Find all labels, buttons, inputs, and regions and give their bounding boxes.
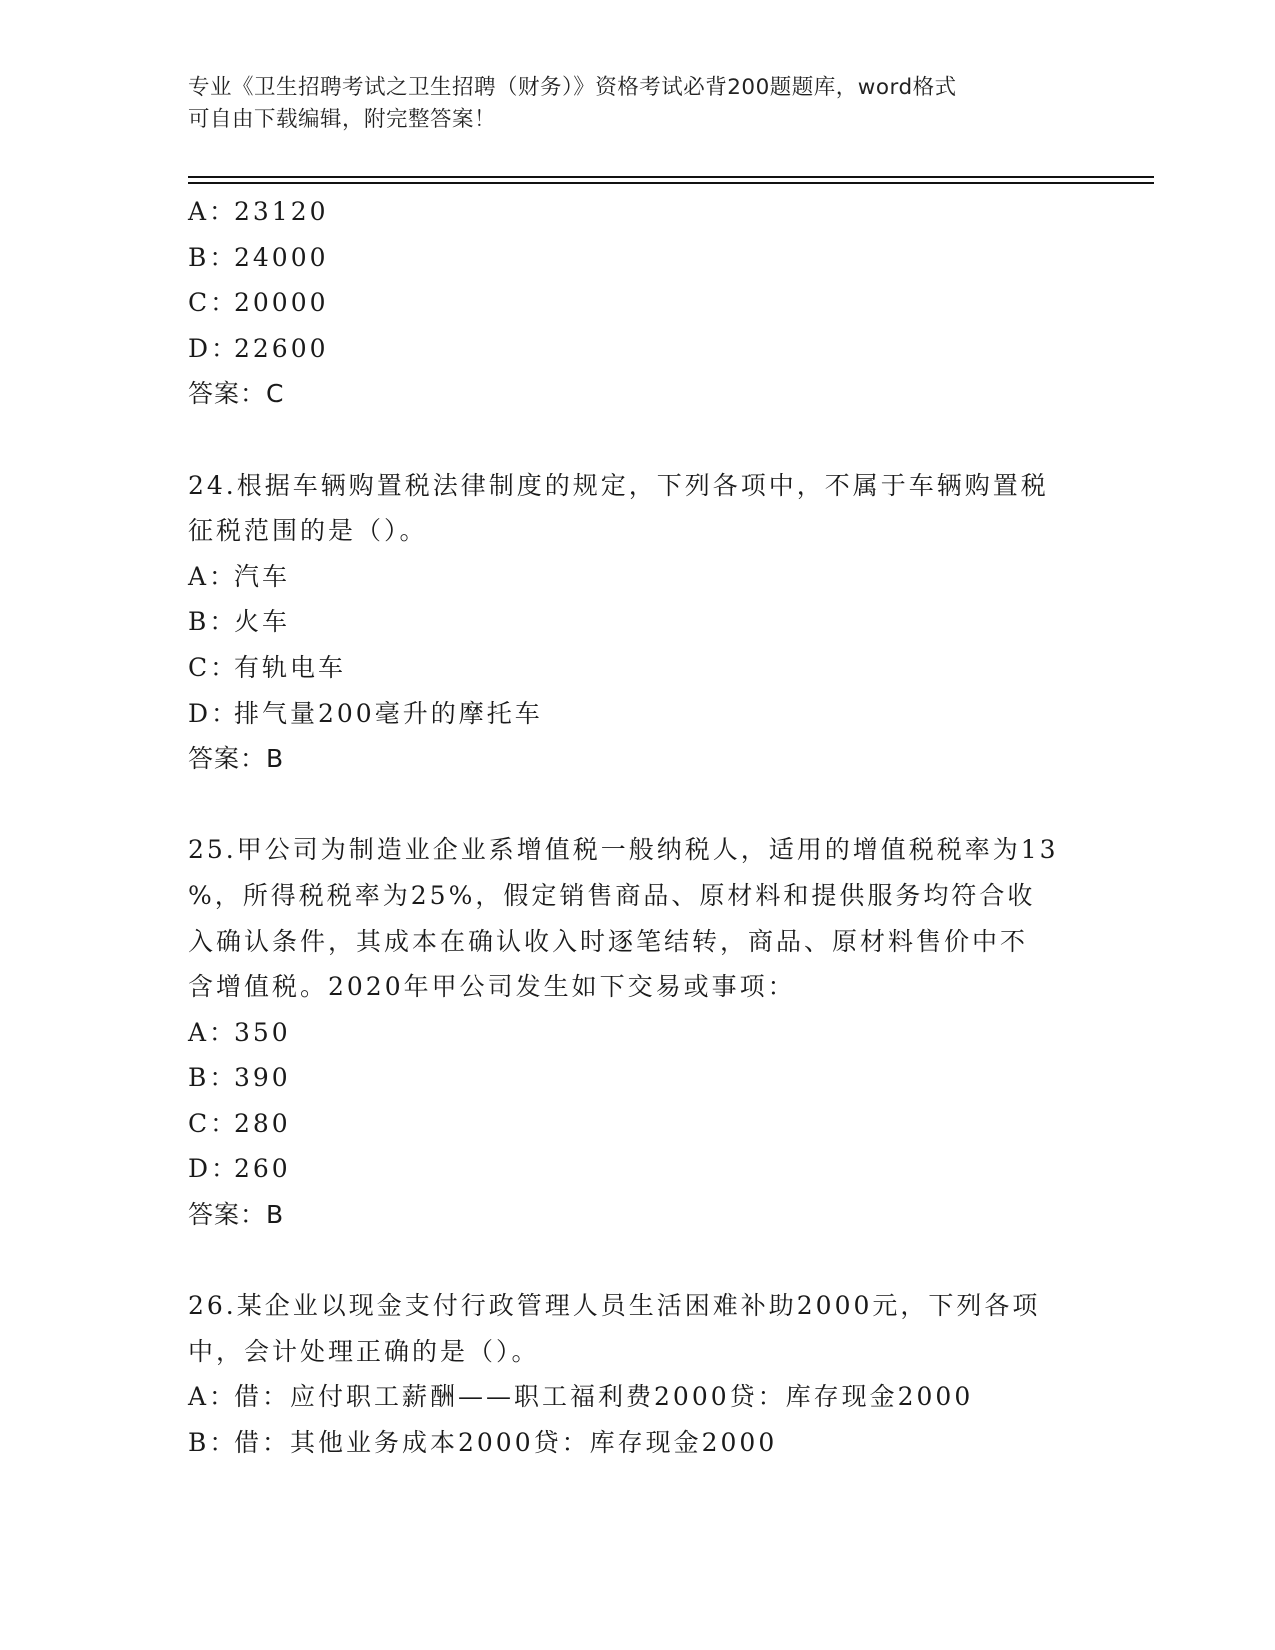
- spacer: [188, 782, 1088, 828]
- option-text: 260: [234, 1154, 291, 1184]
- option-text: 390: [234, 1063, 291, 1093]
- option-letter: D：: [188, 1154, 240, 1184]
- option-text: 23120: [234, 197, 329, 226]
- question-stem-line: 入确认条件，其成本在确认收入时逐笔结转，商品、原材料售价中不: [188, 926, 1029, 956]
- option-text: 排气量200毫升的摩托车: [234, 698, 543, 728]
- question-23: [188, 189, 1088, 417]
- option-b: [188, 235, 1088, 281]
- option-a: [188, 554, 1088, 600]
- header-line-1: 专业《卫生招聘考试之卫生招聘（财务）》资格考试必背200题题库，word格式: [188, 75, 957, 100]
- option-d: [188, 326, 1088, 372]
- spacer: [188, 1238, 1088, 1284]
- option-letter: C：: [188, 1108, 239, 1138]
- question-stem-line: 26.某企业以现金支付行政管理人员生活困难补助2000元，下列各项: [188, 1291, 1041, 1321]
- question-stem-line: 25.甲公司为制造业企业系增值税一般纳税人，适用的增值税税率为13: [188, 835, 1059, 865]
- option-letter: C：: [188, 652, 239, 682]
- option-text: 借：应付职工薪酬——职工福利费2000贷：库存现金2000: [234, 1382, 974, 1412]
- question-stem-line: 含增值税。2020年甲公司发生如下交易或事项：: [188, 972, 796, 1002]
- option-c: [188, 280, 1088, 326]
- question-stem-line: 24.根据车辆购置税法律制度的规定，下列各项中，不属于车辆购置税: [188, 470, 1049, 500]
- option-letter: A：: [188, 197, 238, 226]
- question-stem-line: 中，会计处理正确的是（）。: [188, 1336, 540, 1366]
- option-text: 22600: [234, 333, 329, 363]
- option-letter: B：: [188, 242, 238, 272]
- option-a: [188, 1010, 1088, 1056]
- option-letter: A：: [188, 1382, 238, 1412]
- option-letter: B：: [188, 1063, 238, 1093]
- option-letter: A：: [188, 1017, 238, 1047]
- option-a: [188, 1374, 1088, 1420]
- spacer: [188, 417, 1088, 463]
- option-letter: D：: [188, 698, 240, 728]
- option-letter: C：: [188, 288, 239, 318]
- question-stem-line: 征税范围的是（）。: [188, 516, 428, 546]
- option-d: [188, 1146, 1088, 1192]
- option-a: [188, 189, 1088, 235]
- option-text: 24000: [234, 242, 329, 272]
- question-26: [188, 1283, 1088, 1465]
- option-letter: D：: [188, 333, 240, 363]
- header-rule-top: [188, 176, 1154, 178]
- document-header: [188, 72, 1088, 136]
- option-b: [188, 599, 1088, 645]
- answer-line: 答案：C: [188, 379, 285, 409]
- answer-line: 答案：B: [188, 744, 285, 774]
- option-d: [188, 691, 1088, 737]
- option-text: 有轨电车: [234, 652, 347, 682]
- option-c: [188, 1101, 1088, 1147]
- option-text: 280: [234, 1108, 291, 1138]
- question-24: [188, 463, 1088, 782]
- document-body: [188, 189, 1088, 1466]
- option-letter: A：: [188, 561, 238, 591]
- question-stem-line: %，所得税税率为25%，假定销售商品、原材料和提供服务均符合收: [188, 880, 1036, 910]
- answer-line: 答案：B: [188, 1200, 285, 1230]
- option-text: 借：其他业务成本2000贷：库存现金2000: [234, 1428, 778, 1458]
- option-letter: B：: [188, 607, 238, 637]
- option-text: 350: [234, 1017, 291, 1047]
- header-rule-bottom: [188, 182, 1154, 184]
- option-b: [188, 1055, 1088, 1101]
- option-text: 汽车: [234, 561, 291, 591]
- header-line-2: 可自由下载编辑，附完整答案！: [188, 107, 497, 132]
- option-text: 20000: [234, 288, 329, 318]
- option-letter: B：: [188, 1428, 238, 1458]
- option-c: [188, 645, 1088, 691]
- option-b: [188, 1420, 1088, 1466]
- question-25: [188, 827, 1088, 1237]
- option-text: 火车: [234, 607, 291, 637]
